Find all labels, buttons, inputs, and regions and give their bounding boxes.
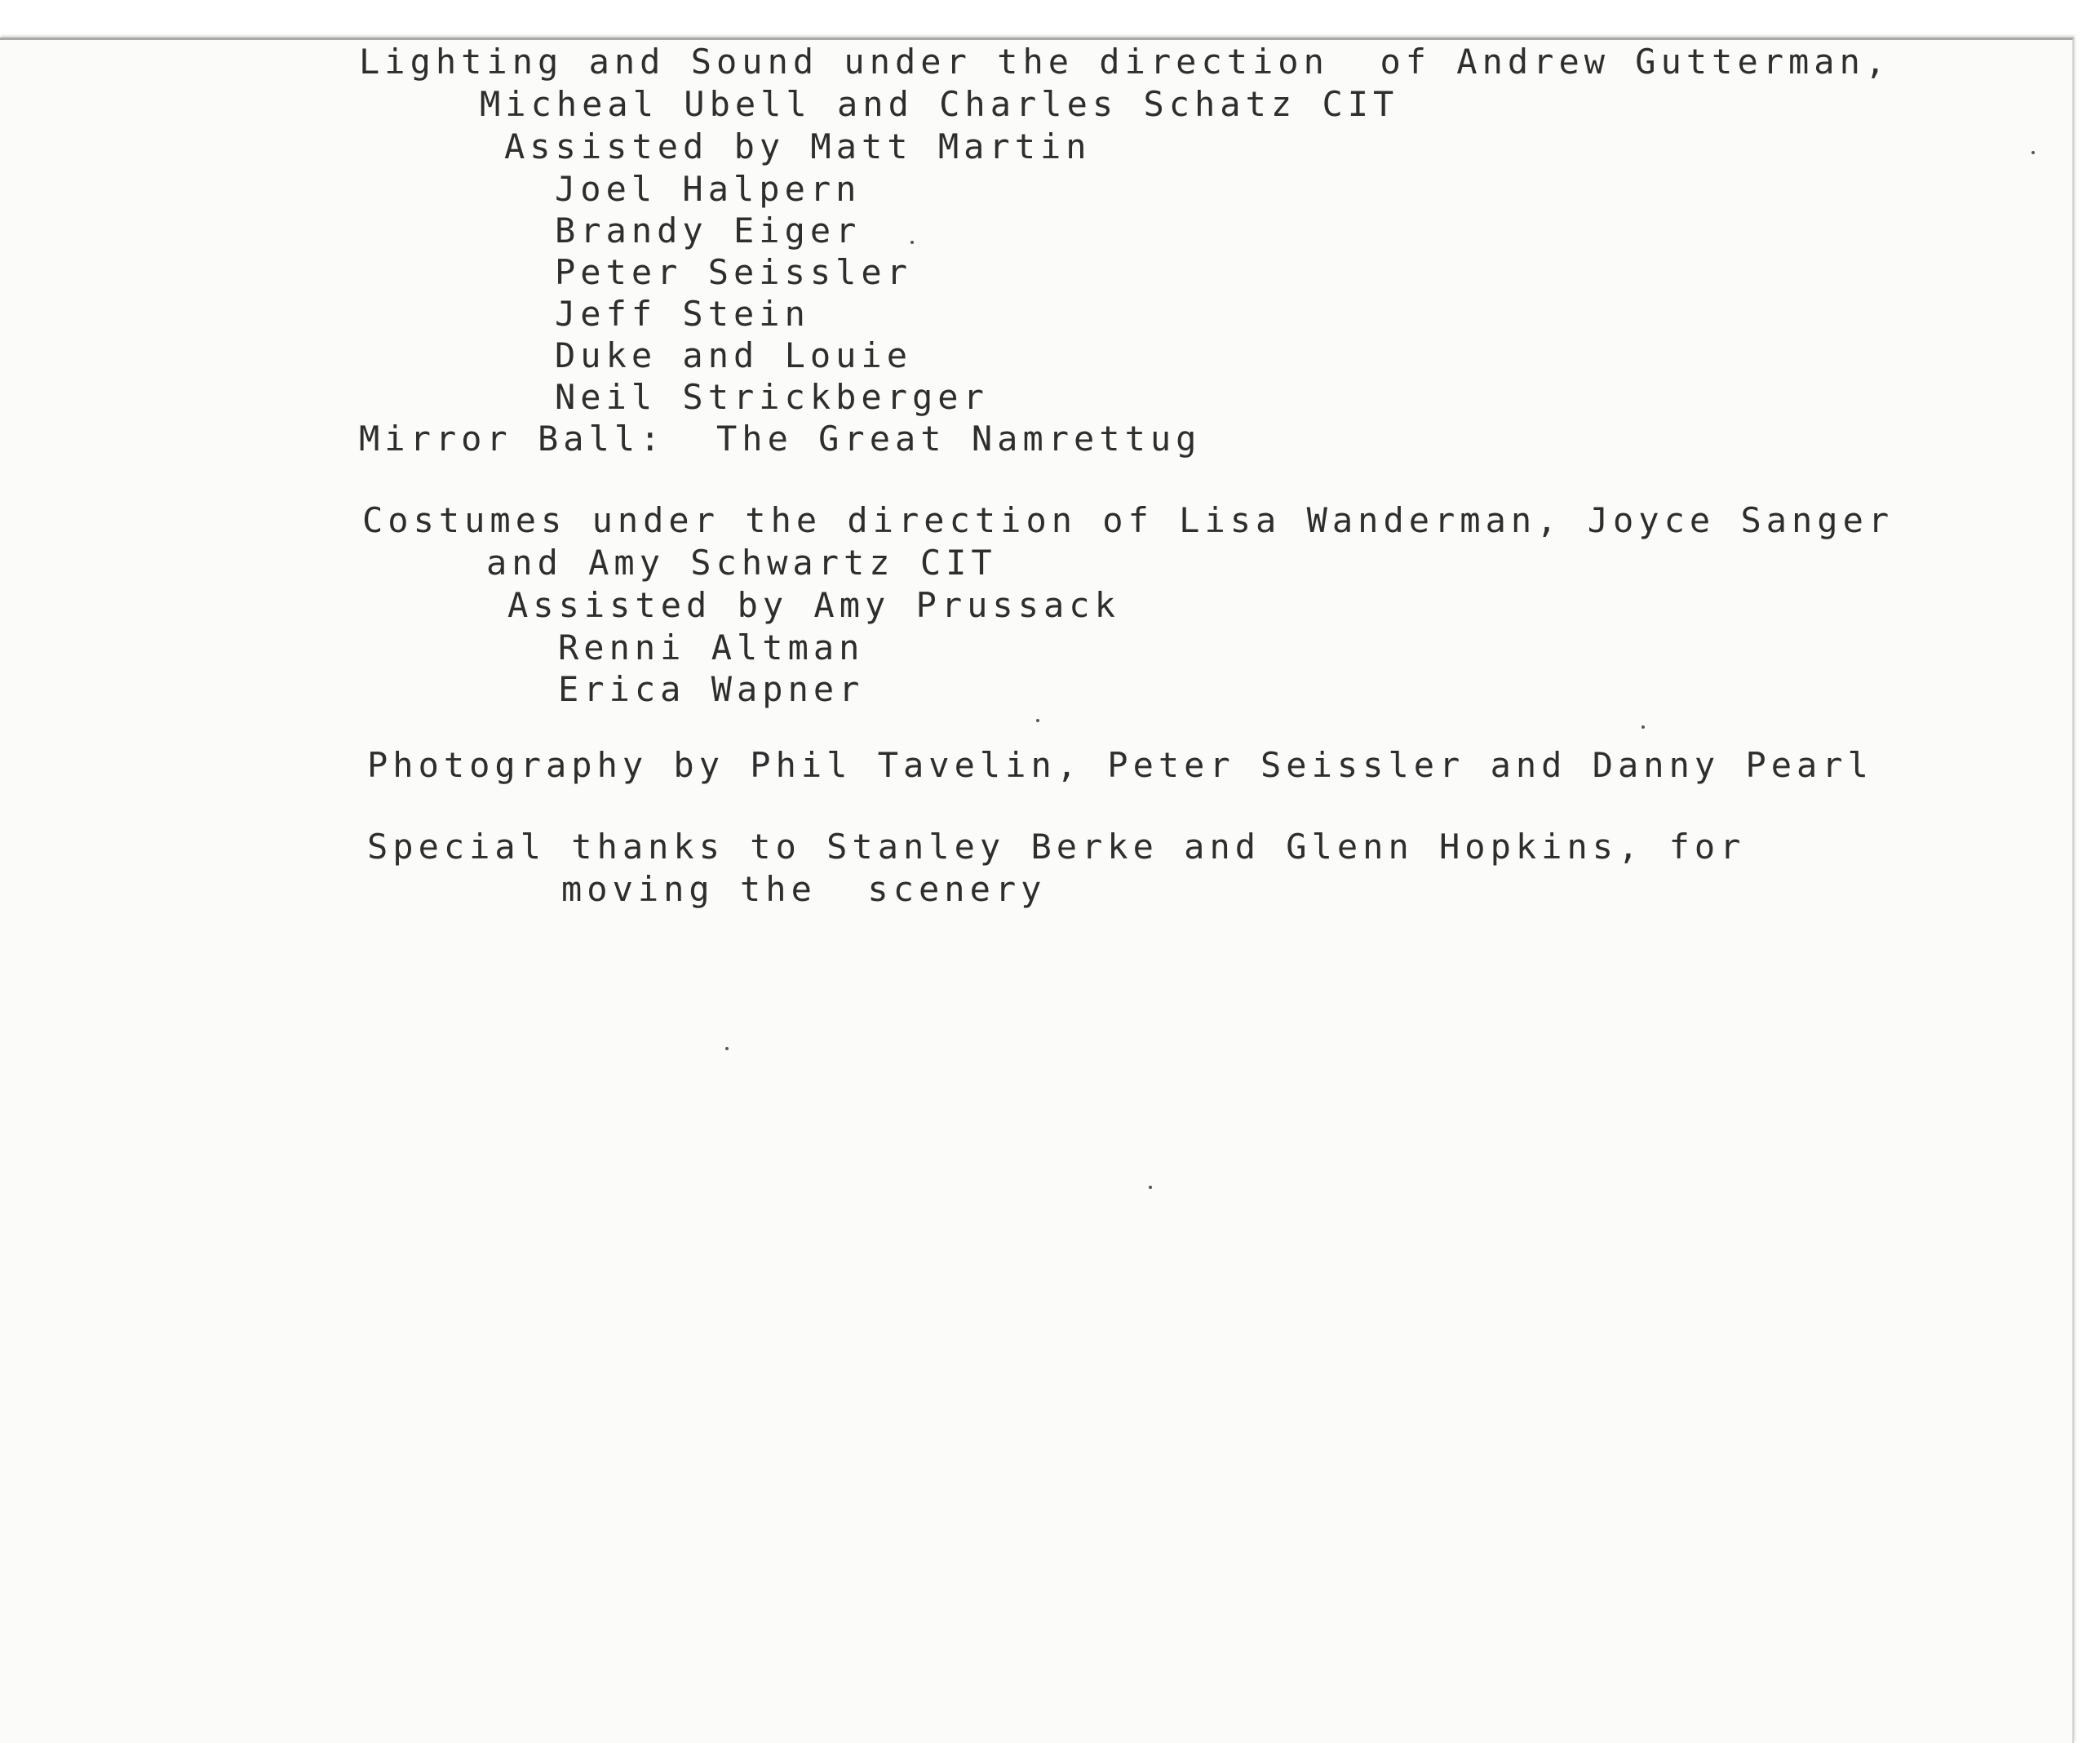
ink-speck bbox=[725, 1047, 729, 1050]
lighting-continuation: Micheal Ubell and Charles Schatz CIT bbox=[480, 84, 1399, 124]
ink-speck bbox=[1036, 719, 1039, 722]
costumes-assistant: Erica Wapner bbox=[558, 669, 865, 709]
special-thanks-continuation: moving the scenery bbox=[561, 869, 1047, 909]
lighting-assistant: Neil Strickberger bbox=[555, 377, 989, 417]
mirror-ball-credit: Mirror Ball: The Great Namrettug bbox=[359, 419, 1202, 459]
ink-speck bbox=[2031, 151, 2035, 154]
costumes-continuation: and Amy Schwartz CIT bbox=[486, 543, 997, 583]
lighting-assistant: Duke and Louie bbox=[555, 335, 913, 375]
lighting-assistant: Jeff Stein bbox=[555, 294, 810, 334]
lighting-assistant: Brandy Eiger bbox=[555, 211, 862, 251]
lighting-assistant: Peter Seissler bbox=[555, 252, 913, 292]
lighting-heading: Lighting and Sound under the direction of Andrew Gutterman, bbox=[359, 42, 1891, 82]
costumes-assistant: Renni Altman bbox=[558, 628, 865, 667]
ink-speck bbox=[1641, 725, 1645, 729]
costumes-heading: Costumes under the direction of Lisa Wanderman, Joyce Sanger bbox=[362, 500, 1894, 540]
special-thanks: Special thanks to Stanley Berke and Glenn Hopkins, for bbox=[367, 827, 1746, 867]
lighting-assistant: Joel Halpern bbox=[555, 169, 862, 209]
ink-speck bbox=[1149, 1186, 1152, 1189]
costumes-assisted-by: Assisted by Amy Prussack bbox=[507, 585, 1120, 625]
ink-speck bbox=[910, 241, 914, 244]
photography-credit: Photography by Phil Tavelin, Peter Seissler and Danny Pearl bbox=[367, 745, 1873, 785]
lighting-assisted-by: Assisted by Matt Martin bbox=[504, 126, 1092, 166]
typed-page bbox=[0, 38, 2074, 1743]
